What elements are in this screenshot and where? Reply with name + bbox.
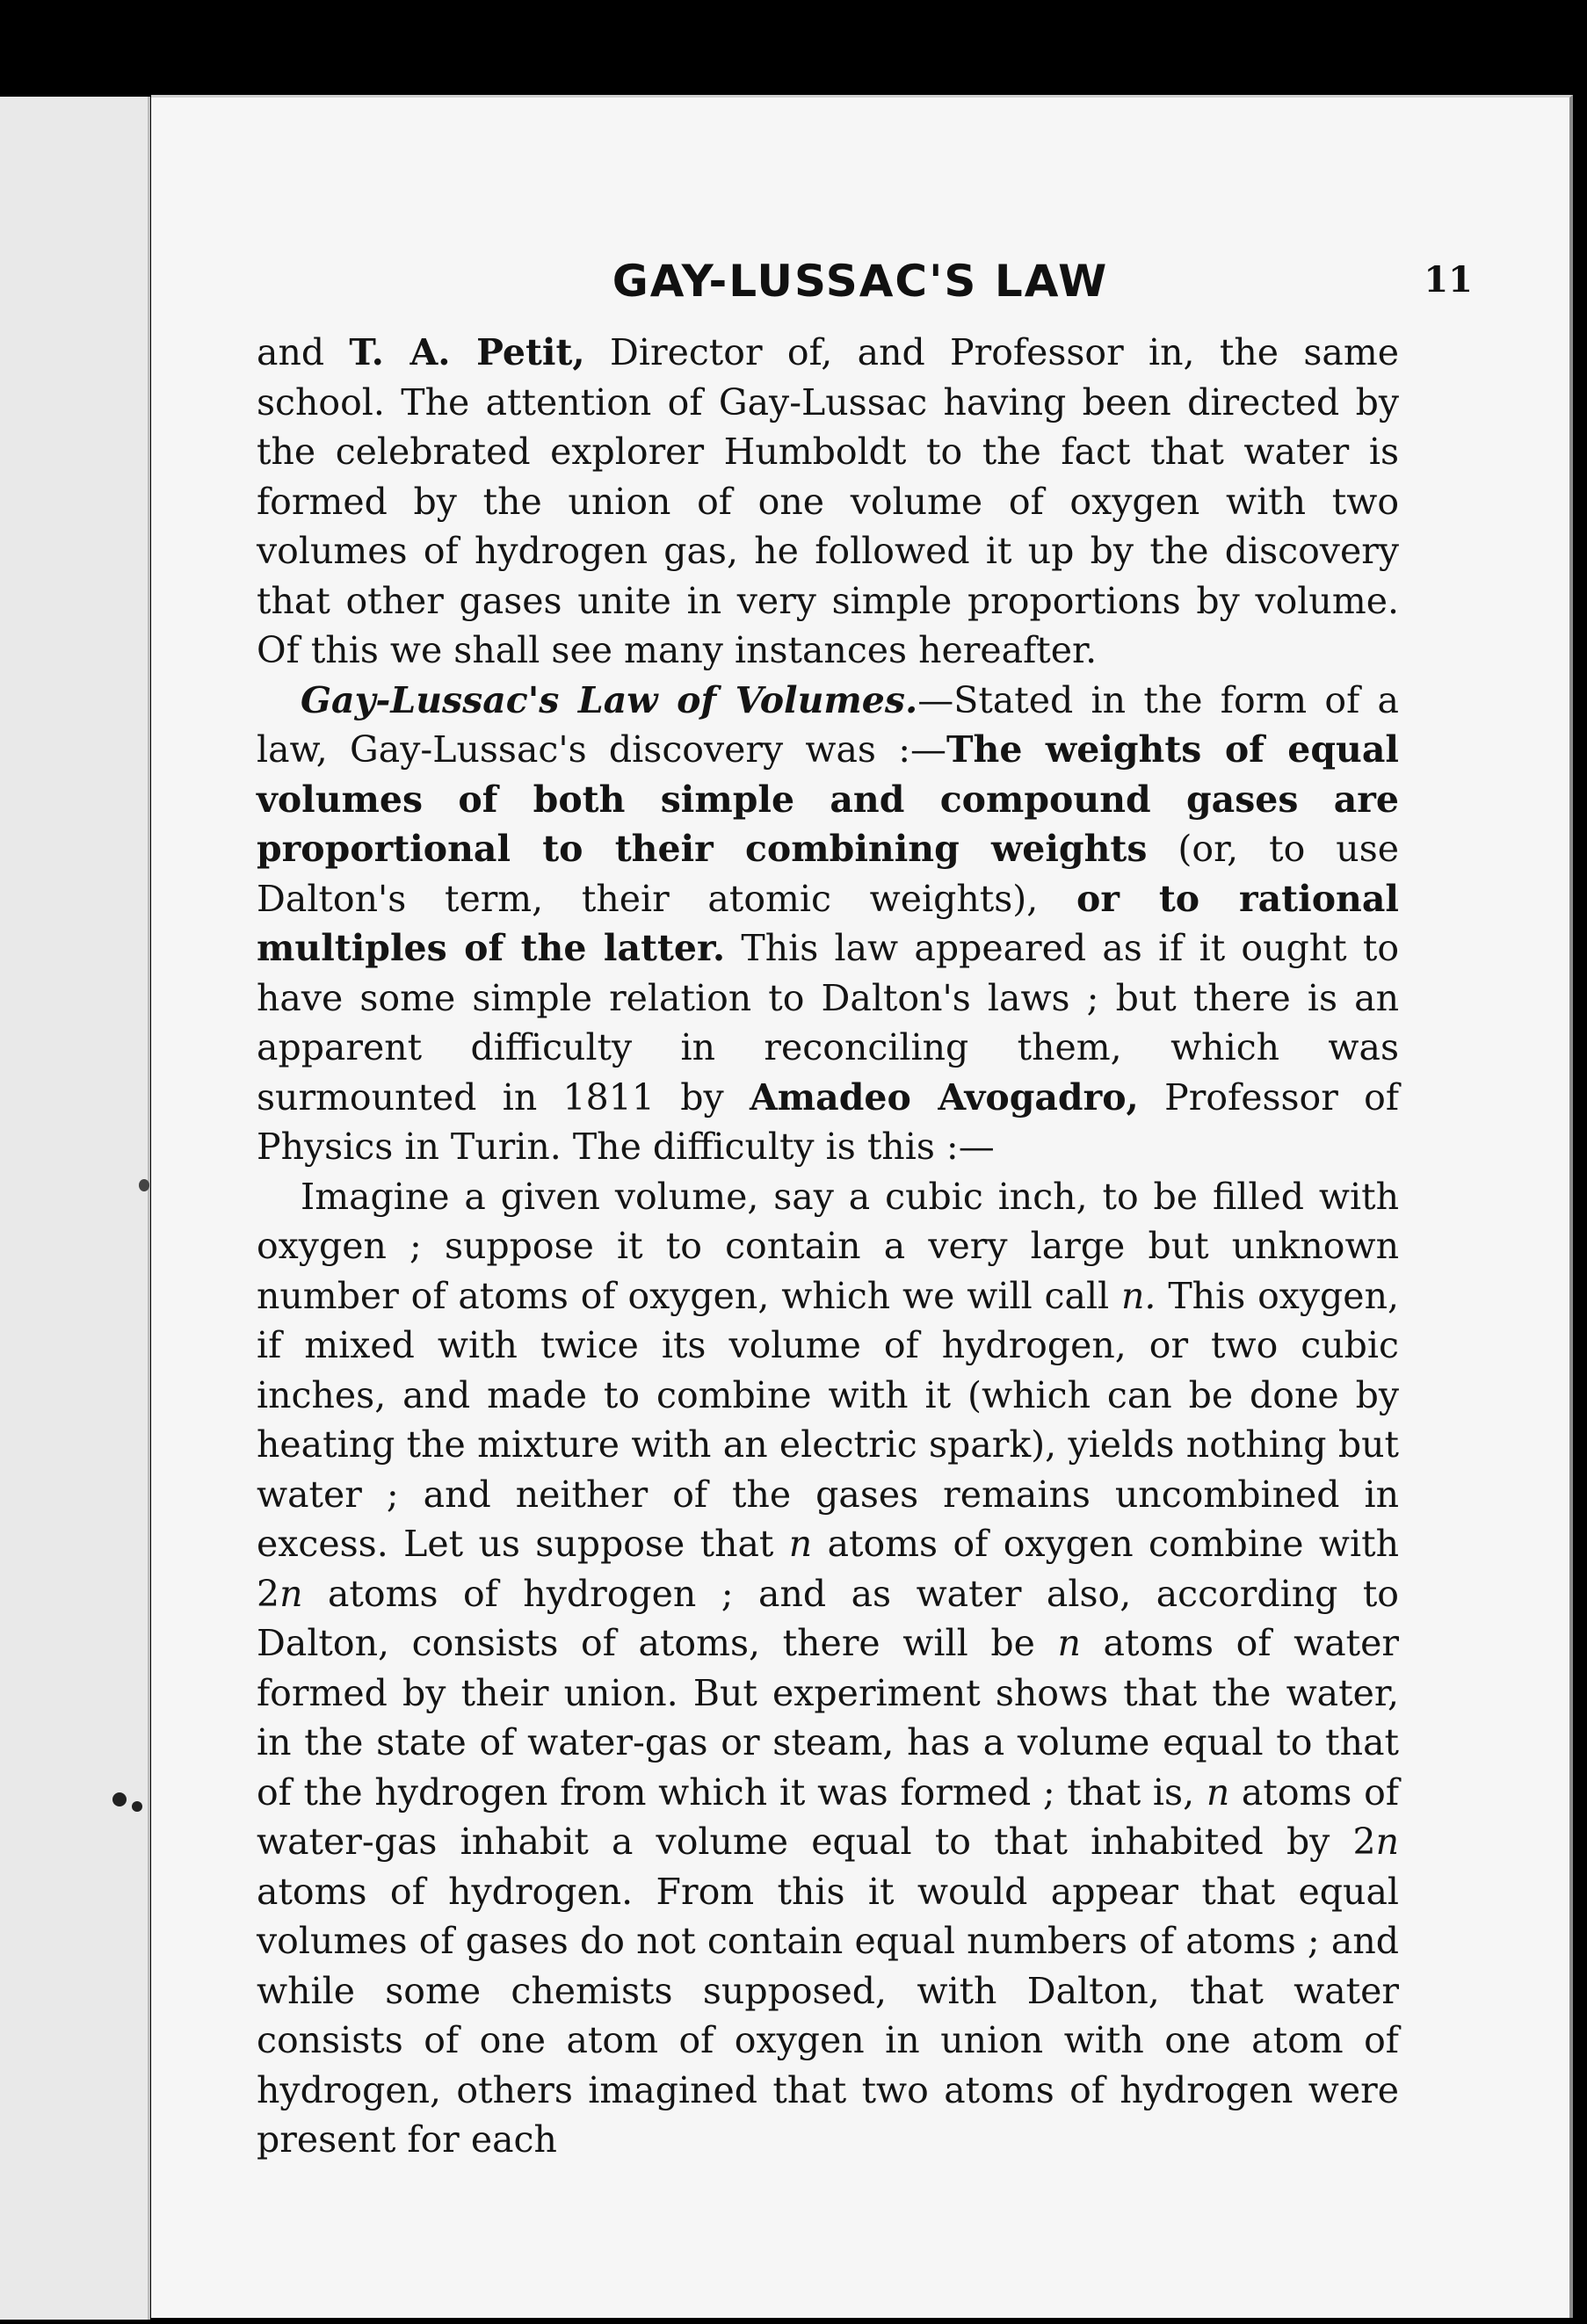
text-run: Imagine a given volume, say a cubic inch, to be filled with oxygen ; suppose it to contain a very large but unknown number of atoms of oxygen, which we will call (257, 1175, 1399, 1317)
section-heading: Gay-Lussac's Law of Volumes. (301, 678, 918, 721)
bold-name: Amadeo Avogadro, (749, 1075, 1139, 1119)
bold-name: T. A. Petit, (349, 331, 585, 373)
text-run: This oxygen, if mixed with twice its volume of hydrogen, or two cubic inches, and made to combine with it (which can be done by heating the mixture with an electric spark), yields nothing but water ; and neither of the gases remains uncombined in excess. Let us suppose that (257, 1274, 1400, 1565)
variable-n: n (1375, 1821, 1399, 1863)
text-run: (or, to use Dalton's term, their atomic weights), (257, 828, 1399, 920)
variable-n: n (788, 1523, 813, 1565)
text-run: atoms of hydrogen ; and as water also, according to Dalton, consists of atoms, there will be (257, 1572, 1399, 1664)
text-run: This law appeared as if it ought to have some simple relation to Dalton's laws ; but there is an apparent difficulty in reconciling them, which was surmounted in 1811 by (257, 927, 1400, 1119)
paragraph-3 (257, 1172, 1399, 2165)
page-body (257, 328, 1399, 2165)
scan-speck (139, 1179, 149, 1191)
text-run: atoms of oxygen combine with 2 (257, 1523, 1399, 1615)
text-run: —Stated in the form of a law, Gay-Lussac's discovery was :— (257, 678, 1400, 771)
text-run: atoms of water-gas inhabit a volume equal to that inhabited by 2 (257, 1770, 1399, 1863)
text-run: and (257, 331, 350, 373)
variable-n: n (1206, 1770, 1230, 1814)
page-number: 11 (1424, 259, 1473, 300)
scan-speck (112, 1792, 127, 1806)
text-run: Director of, and Professor in, the same school. The attention of Gay-Lussac having been directed by the celebrated explorer Humboldt to the fact that water is formed by the union of one volume of oxygen with two volumes of hydrogen gas, he followed it up by the discovery that other gases unite in very simple proportions by volume. Of this we shall see many instances hereafter. (257, 331, 1399, 671)
variable-n: n (1057, 1622, 1081, 1664)
law-statement-end: or to rational multiples of the latter. (257, 877, 1399, 969)
text-run: atoms of water formed by their union. But experiment shows that the water, in the state of water-gas or steam, has a volume equal to that of the hydrogen from which it was formed ; that is, (257, 1622, 1400, 1814)
paragraph-2 (257, 676, 1399, 1172)
text-run: atoms of hydrogen. From this it would appear that equal volumes of gases do not contain equal numbers of atoms ; and while some chemists supposed, with Dalton, that water consists of one atom of oxygen in union with one atom of hydrogen, others imagined that two atoms of hydrogen were present for each (257, 1870, 1399, 2161)
book-page (151, 95, 1573, 2318)
running-head: GAY-LUSSAC'S LAW (612, 256, 1109, 307)
paragraph-1 (257, 328, 1399, 676)
variable-n: n (279, 1572, 303, 1615)
law-statement: The weights of equal volumes of both simple and compound gases are proportional to their combining weights (257, 728, 1400, 870)
scan-speck (132, 1801, 142, 1812)
book-gutter (148, 97, 150, 2320)
variable-n: n. (1121, 1274, 1156, 1317)
facing-page-edge (0, 97, 149, 2320)
text-run: Professor of Physics in Turin. The difficulty is this :— (257, 1075, 1399, 1168)
